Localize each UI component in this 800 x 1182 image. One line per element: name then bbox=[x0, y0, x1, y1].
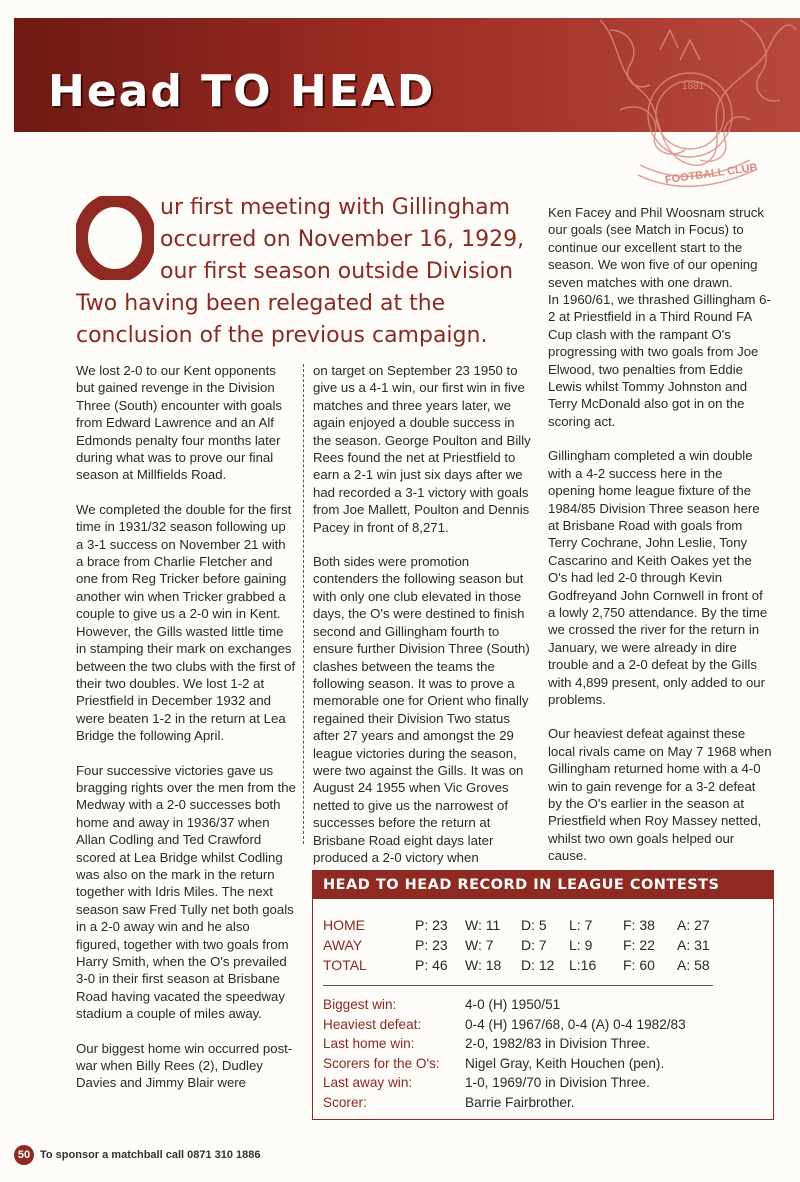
paragraph: Ken Facey and Phil Woosnam struck our goals (see Match in Focus) to continue our excellent start to the season. We won five of our opening seven matches with one drawn. In 1960/61, we thrashed Gillingham 6-2 at Priestfield in a Third Round FA Cup clash with the rampant O's progressing with two goals from Joe Elwood, two penalties from Eddie Lewis whilst Tommy Johnston and Terry McDonald also got in on the scoring act. bbox=[548, 205, 771, 429]
column-divider bbox=[303, 364, 304, 844]
fact-value: 0-4 (H) 1967/68, 0-4 (A) 0-4 1982/83 bbox=[465, 1016, 686, 1032]
played: P: 46 bbox=[415, 957, 448, 973]
sponsor-text: To sponsor a matchball call 0871 310 1886 bbox=[40, 1149, 261, 1161]
page-title: Head TO HEAD bbox=[48, 66, 436, 117]
fact-row bbox=[323, 1073, 763, 1093]
fact-key: Heaviest defeat: bbox=[323, 1016, 422, 1032]
goals-against: A: 58 bbox=[677, 957, 710, 973]
drawn: D: 12 bbox=[521, 957, 555, 973]
record-table bbox=[323, 915, 763, 975]
record-row-away bbox=[323, 935, 763, 955]
won: W: 11 bbox=[465, 917, 501, 933]
article-column-2 bbox=[313, 362, 531, 883]
article-column-1 bbox=[76, 362, 296, 1109]
fact-key: Last away win: bbox=[323, 1075, 413, 1090]
fact-value: Nigel Gray, Keith Houchen (pen). bbox=[465, 1055, 665, 1071]
fact-key: Scorer: bbox=[323, 1094, 367, 1110]
record-divider bbox=[323, 985, 713, 986]
record-row-home bbox=[323, 915, 763, 935]
page-number-badge: 50 bbox=[14, 1145, 34, 1165]
head-to-head-record-box bbox=[312, 870, 774, 1120]
page-footer bbox=[14, 1145, 261, 1165]
paragraph: Our heaviest defeat against these local rivals came on May 7 1968 when Gillingham returned home with a 4-0 win to gain revenge for a 3-2 defeat by the O's earlier in the season at Priestfield when Roy Massey netted, whilst two own goals helped our cause. bbox=[548, 726, 772, 864]
dropcap-o bbox=[76, 196, 154, 280]
record-facts bbox=[323, 995, 763, 1112]
paragraph: Four successive victories gave us bragging rights over the men from the Medway with a 2-0 successes both home and away in 1936/37 when Allan Codling and Ted Crawford scored at Lea Bridge whilst Codling was also on the mark in the return together with Idris Miles. The next season saw Fred Tully net both goals in a 2-0 away win and he also figured, together with two goals from Harry Smith, when the O's prevailed 3-0 in their first season at Brisbane Road having vacated the speedway stadium a couple of miles away. bbox=[76, 762, 296, 1022]
paragraph: Gillingham completed a win double with a 4-2 success here in the opening home league fixture of the 1984/85 Division Three season here at Brisbane Road with goals from Terry Cochrane, John Leslie, Tony Cascarino and Keith Oakes yet the O's had led 2-0 through Kevin Godfreyand John Cornwell in front of a lowly 2,750 attendance. By the time we crossed the river for the return in January, we were already in dire trouble and a 2-0 defeat by the Gills with 4,899 present, only added to our problems. bbox=[548, 448, 768, 707]
paragraph: We lost 2-0 to our Kent opponents but gained revenge in the Division Three (South) encounter with goals from Edward Lawrence and an Alf Edmonds penalty four months later during what was to prove our final season at Millfields Road. bbox=[76, 363, 282, 483]
intro-text: ur first meeting with Gillingham occurred on November 16, 1929, our first season outside Division Two having been relegated at the conclusion of the previous campaign. bbox=[76, 195, 525, 348]
row-label: AWAY bbox=[323, 937, 363, 953]
record-heading: HEAD TO HEAD RECORD IN LEAGUE CONTESTS bbox=[313, 871, 773, 899]
goals-for: F: 60 bbox=[623, 957, 655, 973]
played: P: 23 bbox=[415, 937, 448, 953]
row-label: TOTAL bbox=[323, 957, 367, 973]
fact-key: Biggest win: bbox=[323, 997, 397, 1012]
lost: L: 9 bbox=[569, 937, 593, 953]
fact-key: Last home win: bbox=[323, 1036, 415, 1051]
won: W: 18 bbox=[465, 957, 502, 973]
paragraph: on target on September 23 1950 to give us a 4-1 win, our first win in five matches and three years later, we again enjoyed a double success in the season. George Poulton and Billy Rees found the net at Priestfield to earn a 2-1 win just six days after we had recorded a 3-1 victory with goals from Joe Mallett, Poulton and Dennis Pacey in front of 8,271. bbox=[313, 363, 531, 535]
fact-value: 2-0, 1982/83 in Division Three. bbox=[465, 1036, 650, 1051]
dragon-crest-logo bbox=[560, 0, 800, 200]
crest-label: FOOTBALL CLUB bbox=[664, 161, 759, 187]
fact-row bbox=[323, 1034, 763, 1054]
paragraph: We completed the double for the first time in 1931/32 season following up a 3-1 success on November 21 with a brace from Charlie Fletcher and one from Reg Tricker before gaining another win when Tricker grabbed a couple to give us a 2-0 win in Kent. However, the Gills wasted little time in stamping their mark on exchanges between the two clubs with the first of their two doubles. We lost 1-2 at Priestfield in December 1932 and were beaten 1-2 in the return at Lea Bridge the following April. bbox=[76, 501, 296, 744]
crest-year: 1881 bbox=[682, 81, 705, 92]
fact-row bbox=[323, 995, 763, 1015]
lost: L:16 bbox=[569, 957, 597, 973]
fact-row bbox=[323, 1015, 763, 1035]
goals-for: F: 38 bbox=[623, 917, 655, 933]
drawn: D: 7 bbox=[521, 937, 547, 953]
lost: L: 7 bbox=[569, 917, 593, 933]
fact-value: 1-0, 1969/70 in Division Three. bbox=[465, 1075, 650, 1090]
drawn: D: 5 bbox=[521, 917, 547, 933]
fact-value: Barrie Fairbrother. bbox=[465, 1094, 575, 1110]
fact-row bbox=[323, 1093, 763, 1113]
row-label: HOME bbox=[323, 917, 365, 933]
intro-paragraph bbox=[76, 192, 536, 352]
fact-value: 4-0 (H) 1950/51 bbox=[465, 997, 561, 1012]
fact-row bbox=[323, 1054, 763, 1074]
won: W: 7 bbox=[465, 937, 494, 953]
fact-key: Scorers for the O's: bbox=[323, 1055, 440, 1071]
paragraph: Our biggest home win occurred post-war when Billy Rees (2), Dudley Davies and Jimmy Blair were bbox=[76, 1040, 293, 1091]
goals-for: F: 22 bbox=[623, 937, 655, 953]
played: P: 23 bbox=[415, 917, 448, 933]
goals-against: A: 27 bbox=[677, 917, 710, 933]
article-column-3 bbox=[548, 204, 773, 882]
record-row-total bbox=[323, 955, 763, 975]
paragraph: Both sides were promotion contenders the following season but with only one club elevated in those days, the O's were destined to finish second and Gillingham fourth to ensure further Division Three (South) clashes between the teams the following season. It was to prove a memorable one for Orient who finally regained their Division Two status after 27 years and amongst the 29 league victories during the season, were two against the Gills. It was on August 24 1955 when Vic Groves netted to give us the narrowest of successes before the return at Brisbane Road eight days later produced a 2-0 victory when bbox=[313, 554, 530, 865]
goals-against: A: 31 bbox=[677, 937, 710, 953]
